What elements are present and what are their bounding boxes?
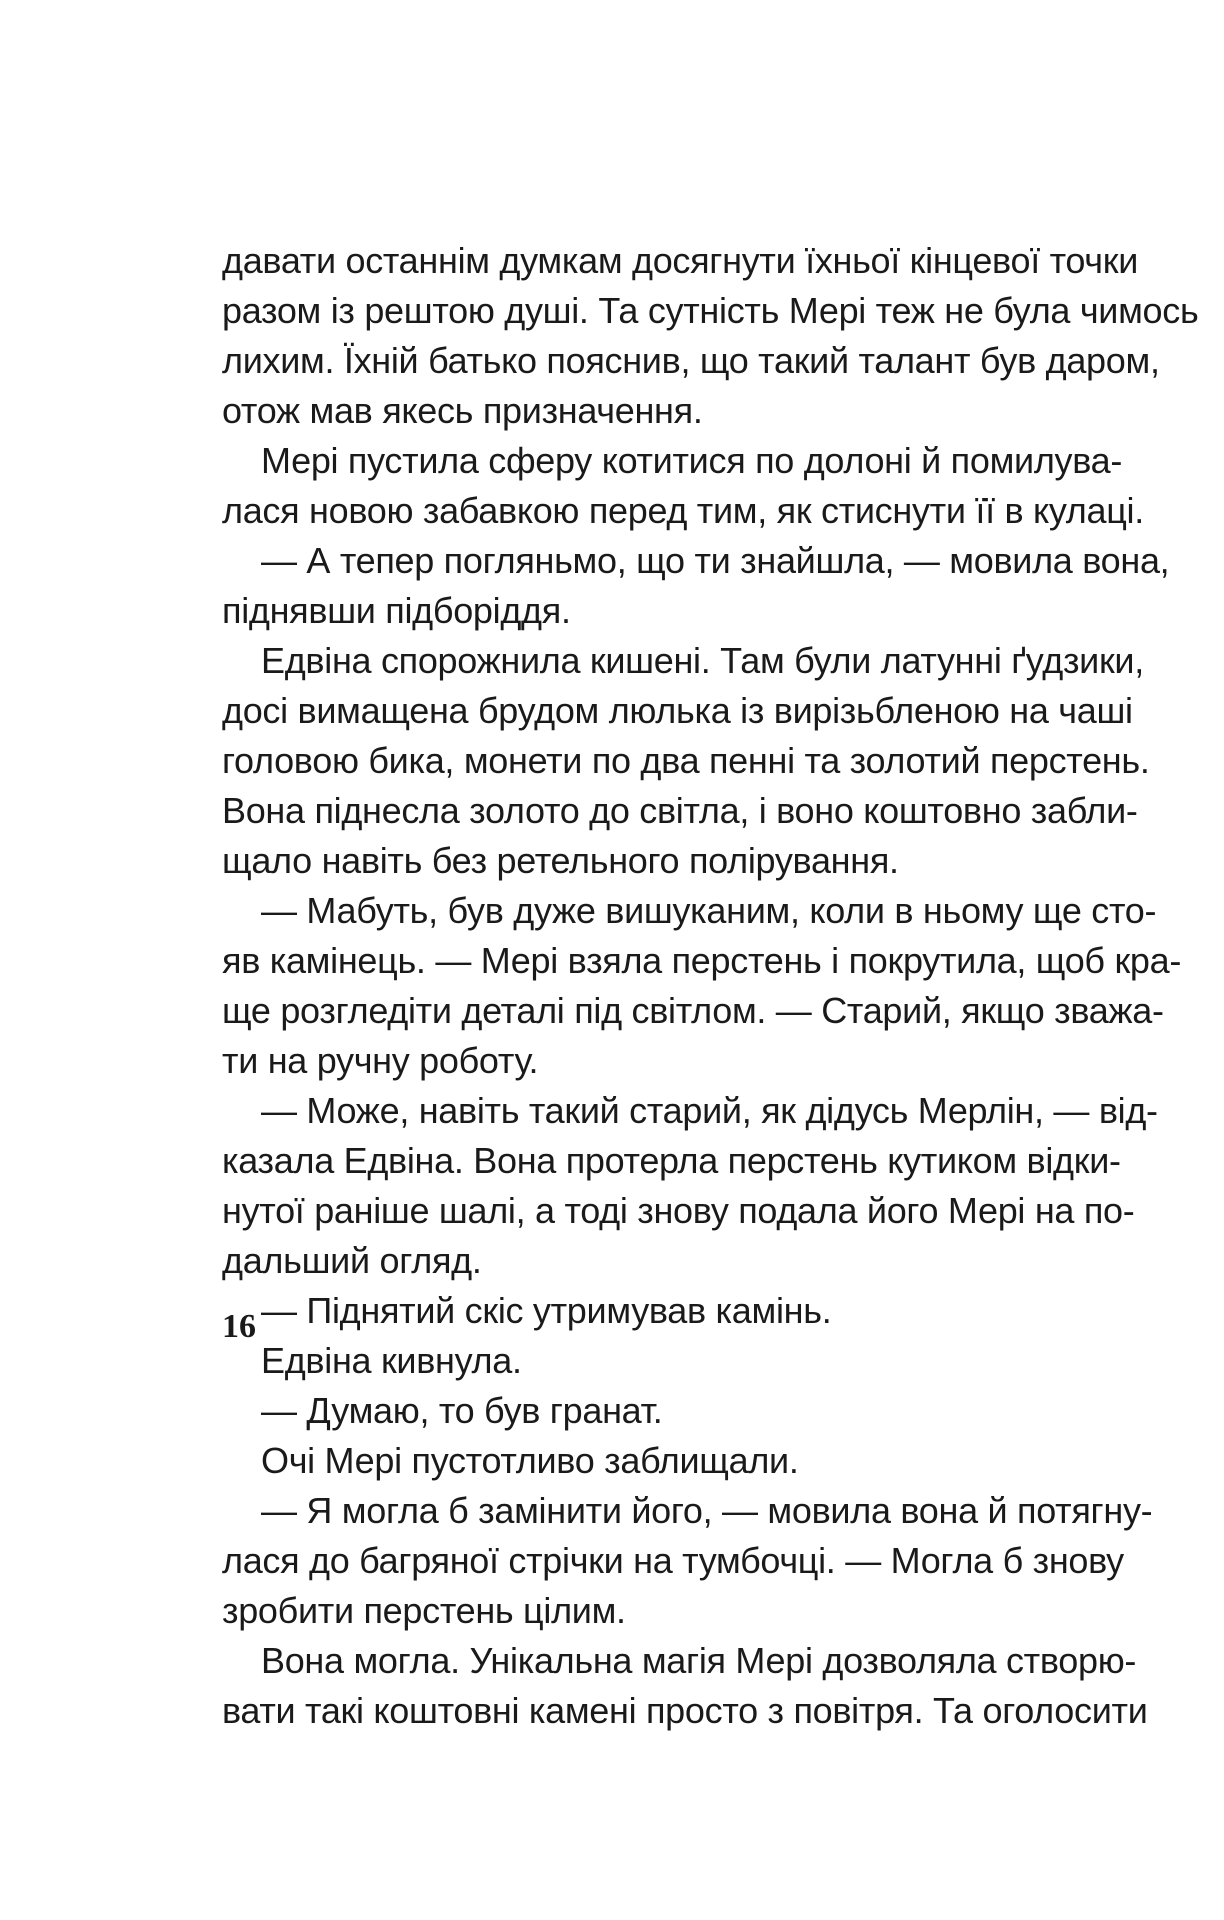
text-line: Едвіна спорожнила кишені. Там були латунні ґудзики, (261, 640, 1144, 681)
text-line: лася до багряної стрічки на тумбочці. — Могла б знову (222, 1540, 1124, 1581)
text-line: ти на ручну роботу. (222, 1040, 539, 1081)
text-line: давати останнім думкам досягнути їхньої кінцевої точки (222, 240, 1139, 281)
page-number: 16 (222, 1308, 256, 1345)
text-line: Очі Мері пустотливо заблищали. (261, 1440, 799, 1481)
text-line: піднявши підборіддя. (222, 590, 571, 631)
text-line: яв камінець. — Мері взяла перстень і покрутила, щоб кра- (222, 940, 1182, 981)
text-line: Едвіна кивнула. (261, 1340, 522, 1381)
text-line: Вона піднесла золото до світла, і воно коштовно забли- (222, 790, 1138, 831)
text-line: дальший огляд. (222, 1240, 482, 1281)
text-line: головою бика, монети по два пенні та золотий перстень. (222, 740, 1150, 781)
text-line: зробити перстень цілим. (222, 1590, 626, 1631)
text-line: казала Едвіна. Вона протерла перстень кутиком відки- (222, 1140, 1121, 1181)
text-line: разом із рештою душі. Та сутність Мері теж не була чимось (222, 290, 1199, 331)
text-line: — А тепер погляньмо, що ти знайшла, — мовила вона, (261, 540, 1170, 581)
text-line: Мері пустила сферу котитися по долоні й помилува- (261, 440, 1123, 481)
text-line: досі вимащена брудом люлька із вирізьбленою на чаші (222, 690, 1133, 731)
text-line: нутої раніше шалі, а тоді знову подала його Мері на по- (222, 1190, 1135, 1231)
text-line: — Піднятий скіс утримував камінь. (261, 1290, 832, 1331)
text-line: — Думаю, то був гранат. (261, 1390, 663, 1431)
body-text (222, 236, 1199, 1736)
text-line: — Може, навіть такий старий, як дідусь Мерлін, — від- (261, 1090, 1158, 1131)
text-line: щало навіть без ретельного полірування. (222, 840, 899, 881)
text-line: лася новою забавкою перед тим, як стиснути її в кулаці. (222, 490, 1144, 531)
text-line: — Я могла б замінити його, — мовила вона й потягну- (261, 1490, 1153, 1531)
text-line: Вона могла. Унікальна магія Мері дозволяла створю- (261, 1640, 1137, 1681)
text-line: — Мабуть, був дуже вишуканим, коли в ньому ще сто- (261, 890, 1157, 931)
text-line: отож мав якесь призначення. (222, 390, 703, 431)
text-line: ще розгледіти деталі під світлом. — Старий, якщо зважа- (222, 990, 1164, 1031)
text-line: вати такі коштовні камені просто з повітря. Та оголосити (222, 1690, 1148, 1731)
text-line: лихим. Їхній батько пояснив, що такий талант був даром, (222, 340, 1160, 381)
